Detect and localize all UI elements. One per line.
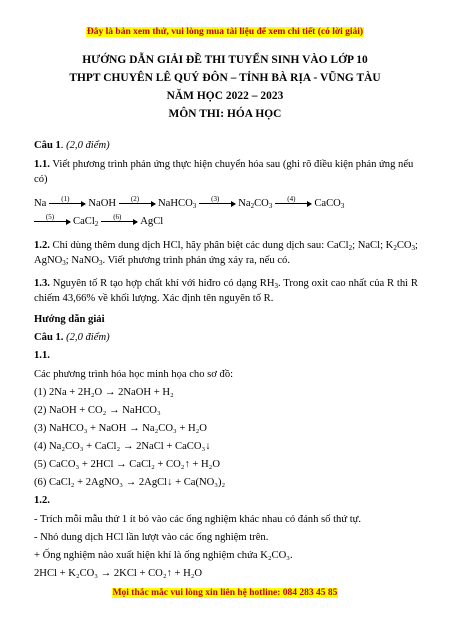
- equation-6: (6) CaCl₂ + 2AgNO₃ → 2AgCl↓ + Ca(NO₃)₂: [34, 477, 226, 488]
- step-1: - Trích mỗi mẫu thử 1 ít bỏ vào các ống nghiệm khác nhau có đánh số thứ tự.: [34, 514, 362, 525]
- preview-banner-text: Đây là bản xem thử, vui lòng mua tài liệu để xem chi tiết (có lời giải): [86, 27, 364, 37]
- arrow-3: (3): [199, 203, 235, 204]
- guide-intro: Các phương trình hóa học minh họa cho sơ đồ:: [34, 369, 234, 380]
- step-2: - Nhỏ dung dịch HCl lần lượt vào các ống nghiệm trên.: [34, 532, 269, 543]
- step-3: + Ống nghiệm nào xuất hiện khí là ống nghiệm chứa K₂CO₃.: [34, 550, 293, 561]
- heading-subject: MÔN THI: HÓA HỌC: [168, 108, 282, 120]
- guide-section-1-1: 1.1.: [34, 350, 50, 361]
- question-1-title: Câu 1. (2,0 điểm): [34, 140, 110, 151]
- question-1-1: 1.1. Viết phương trình phản ứng thực hiện chuyển hóa sau (ghi rõ điều kiện phản ứng nếu có): [34, 159, 414, 185]
- equation-5: (5) CaCO₃ + 2HCl → CaCl₂ + CO₂↑ + H₂O: [34, 459, 221, 470]
- guide-section-1-2: 1.2.: [34, 495, 50, 506]
- arrow-1: (1): [49, 203, 85, 204]
- hotline-banner: [0, 588, 450, 598]
- heading-line-3: NĂM HỌC 2022 – 2023: [166, 90, 284, 102]
- arrow-4: (4): [275, 203, 311, 204]
- conversion-scheme-row-2: (5) CaCl$_2$ (6) AgCl: [34, 216, 163, 227]
- preview-banner: [0, 27, 450, 37]
- arrow-5: (5): [34, 221, 70, 222]
- equation-7: 2HCl + K₂CO₃ → 2KCl + CO₂↑ + H₂O: [34, 568, 203, 579]
- equation-4: (4) Na₂CO₃ + CaCl₂ → 2NaCl + CaCO₃↓: [34, 441, 211, 452]
- heading-line-1: HƯỚNG DẪN GIẢI ĐỀ THI TUYỂN SINH VÀO LỚP 10: [82, 54, 368, 66]
- hotline-banner-text: Mọi thắc mắc vui lòng xin liên hệ hotline: 084 283 45 85: [112, 588, 338, 598]
- guide-question-1: Câu 1. (2,0 điểm): [34, 332, 110, 343]
- question-1-2: 1.2. Chỉ dùng thêm dung dịch HCl, hãy phân biệt các dung dịch sau: CaCl$_2$; NaCl; $K_2CO_3$; AgNO$_3$; NaNO$_3$. Viết phương trình phản ứng xảy ra, nếu có.: [34, 240, 418, 267]
- heading-line-2: THPT CHUYÊN LÊ QUÝ ĐÔN – TỈNH BÀ RỊA - VŨNG TÀU: [69, 72, 381, 84]
- equation-2: (2) NaOH + CO₂ → NaHCO₃: [34, 405, 161, 416]
- arrow-6: (6): [101, 221, 137, 222]
- guide-title: Hướng dẫn giải: [34, 314, 105, 325]
- equation-1: (1) 2Na + 2H₂O → 2NaOH + H₂: [34, 387, 174, 398]
- equation-3: (3) NaHCO₃ + NaOH → Na₂CO₃ + H₂O: [34, 423, 207, 434]
- question-1-3: 1.3. Nguyên tố R tạo hợp chất khí với hiđro có dạng $RH_3$. Trong oxit cao nhất của R thì R chiếm 43,66% về khối lượng. Xác định tên nguyên tố R.: [34, 278, 418, 304]
- arrow-2: (2): [119, 203, 155, 204]
- conversion-scheme-row-1: Na (1) NaOH (2) NaHCO$_3$ (3) $Na_2CO_3$ (4) CaCO$_3$: [34, 195, 345, 210]
